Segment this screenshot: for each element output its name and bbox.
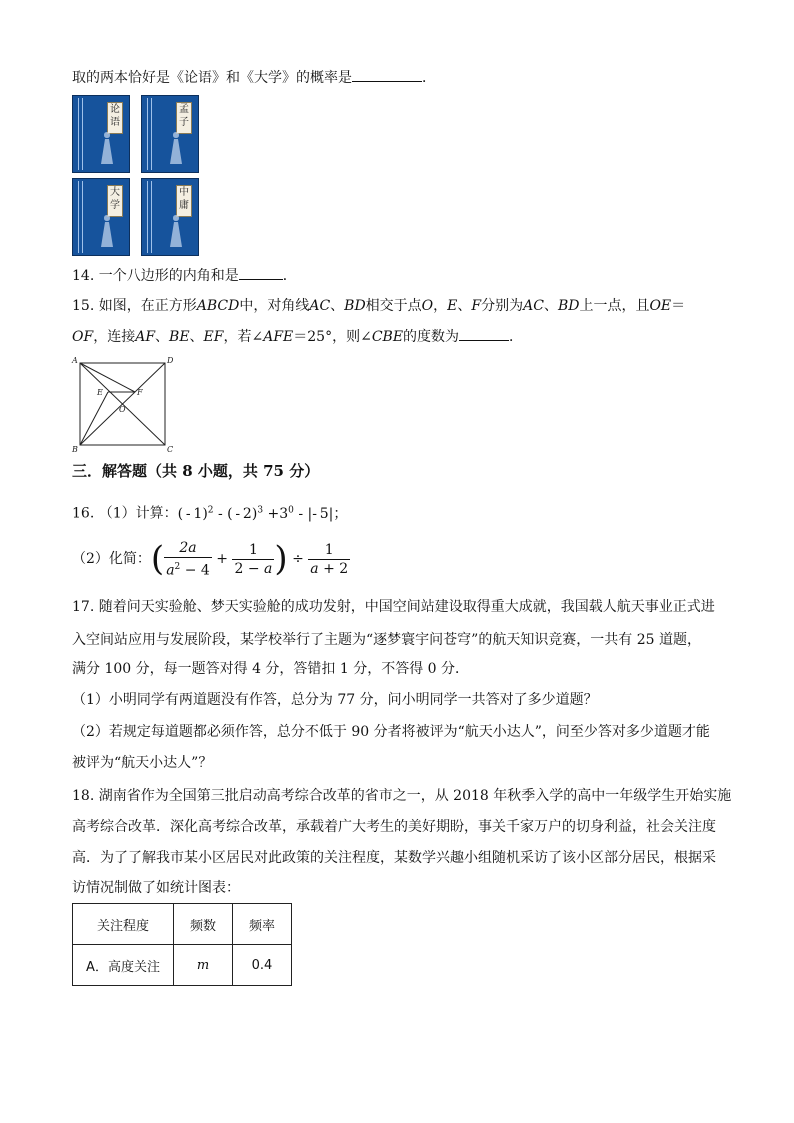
scholar-figure-icon	[166, 213, 186, 249]
table-header: 关注程度	[73, 904, 174, 945]
segment-af	[80, 363, 135, 392]
q18-line3: 高．为了了解我市某小区居民对此政策的关注程度，某数学兴趣小组随机采访了该小区部分居民，根据采	[72, 850, 716, 866]
square-diagram	[68, 355, 180, 455]
q17-sub2b: 被评为“航天小达人”？	[72, 755, 213, 771]
table-header-row	[73, 904, 292, 945]
q18-line4: 访情况制做了如统计图表：	[72, 880, 240, 896]
book-lunyu: 论 语	[72, 95, 130, 173]
stats-table	[72, 903, 292, 986]
q17-sub1: （1）小明同学有两道题没有作答，总分为 77 分，问小明同学一共答对了多少道题？	[72, 692, 598, 708]
q17-sub2a: （2）若规定每道题都必须作答，总分不低于 90 分者将被评为“航天小达人”，问至少答对多少道题才能	[72, 724, 710, 740]
q16-part2: （2）化简：( $\frac{2a}{a^2 - 4}$ + $\frac{1}{2 - a}$ ) ÷ $\frac{1}{a + 2}$	[72, 539, 349, 579]
q16-part1: 16. （1）计算：( - 1)$^2$ - ( - $2)^3 +3^0$ - |- 5|；	[72, 505, 348, 522]
q18-line1: 18. 湖南省作为全国第三批启动高考综合改革的省市之一，从 2018 年秋季入学的高中一年级学生开始实施	[72, 788, 732, 804]
q17-line3: 满分 100 分，每一题答对得 4 分，答错扣 1 分，不答得 0 分．	[72, 661, 470, 677]
book-mengzi: 孟 子	[141, 95, 199, 173]
answer-blank	[459, 340, 509, 341]
q14-text: 14. 一个八边形的内角和是 ．	[72, 268, 297, 284]
q17-line2: 入空间站应用与发展阶段，某学校举行了主题为“逐梦寰宇问苍穹”的航天知识竞赛，一共有 25 道题，	[72, 632, 702, 648]
label-o: O	[119, 405, 126, 414]
book-zhongyong: 中 庸	[141, 178, 199, 256]
book-daxue: 大 学	[72, 178, 130, 256]
table-row	[73, 945, 292, 986]
table-header: 频率	[233, 904, 292, 945]
q13-text: 取的两本恰好是《论语》和《大学》的概率是 ．	[72, 70, 436, 86]
label-f: F	[137, 388, 143, 397]
label-d: D	[167, 356, 174, 365]
label-a: A	[72, 356, 78, 365]
label-e: E	[97, 388, 103, 397]
q17-line1: 17. 随着问天实验舱、梦天实验舱的成功发射，中国空间站建设取得重大成就，我国载人航天事业正式进	[72, 599, 715, 615]
table-cell: 0.4	[233, 945, 292, 986]
table-header: 频数	[174, 904, 233, 945]
section-heading: 三．解答题（共 8 小题，共 75 分）	[72, 462, 320, 480]
q15-line1: 15. 如图，在正方形ABCD中，对角线AC、BD相交于点O，E、F分别为AC、BD上一点，且OE＝	[72, 298, 686, 314]
table-cell: m	[174, 945, 233, 986]
segment-be	[80, 392, 108, 445]
table-cell: A．高度关注	[73, 945, 174, 986]
scholar-figure-icon	[166, 130, 186, 166]
answer-blank	[239, 279, 283, 280]
q15-line2: OF，连接AF、BE、EF，若∠AFE＝25°，则∠CBE的度数为 ．	[72, 329, 524, 345]
scholar-figure-icon	[97, 130, 117, 166]
answer-blank	[352, 81, 422, 82]
scholar-figure-icon	[97, 213, 117, 249]
label-c: C	[167, 445, 174, 454]
label-b: B	[72, 445, 78, 454]
q18-line2: 高考综合改革．深化高考综合改革，承载着广大考生的美好期盼，事关千家万户的切身利益，社会关注度	[72, 819, 716, 835]
